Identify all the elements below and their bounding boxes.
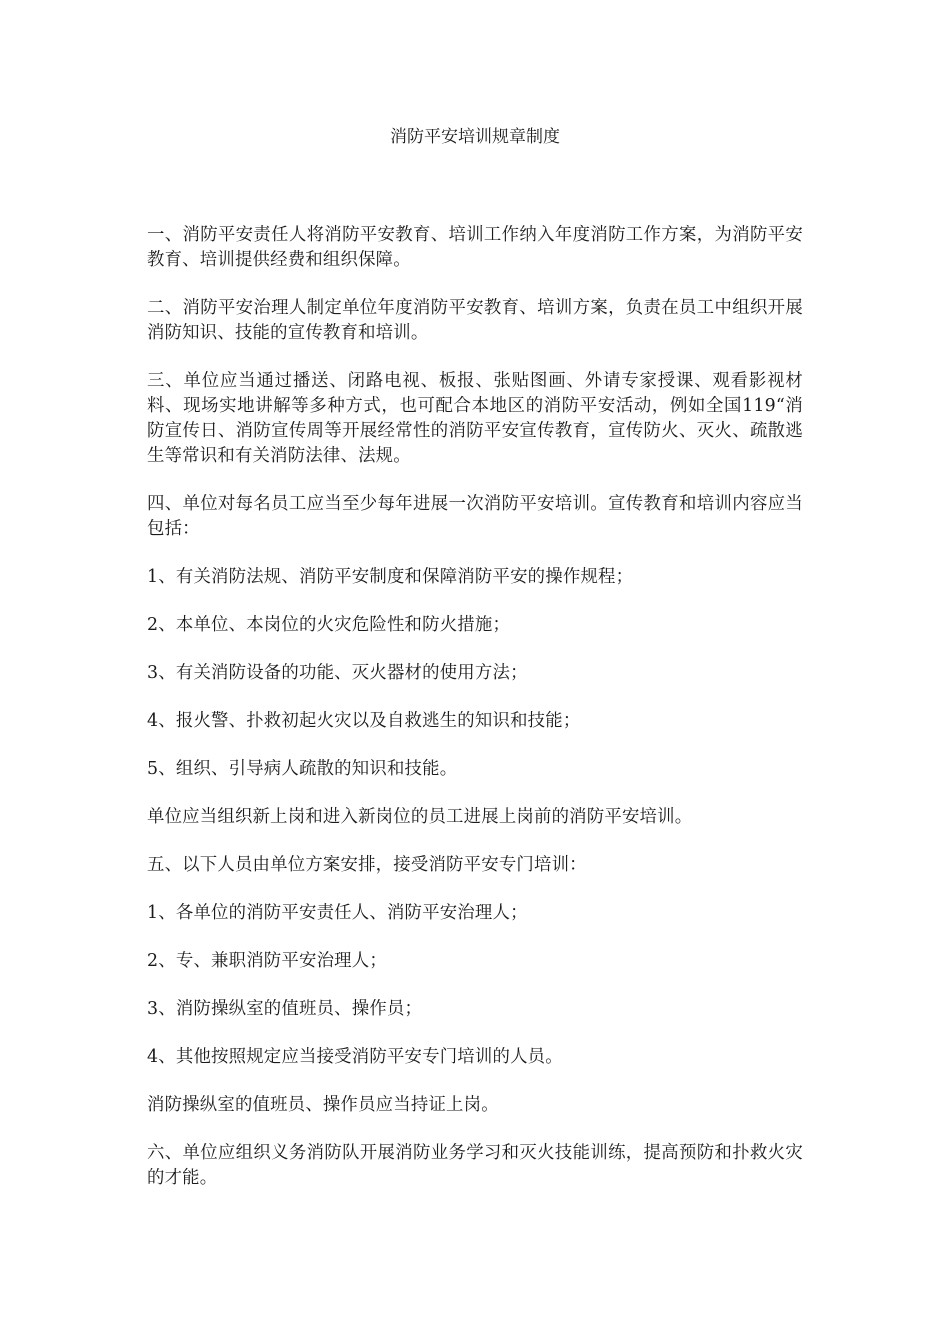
paragraph-new-staff: 单位应当组织新上岗和进入新岗位的员工进展上岗前的消防平安培训。 — [147, 807, 693, 827]
list-item-4-2: 2、本单位、本岗位的火灾危险性和防火措施； — [147, 615, 511, 635]
document-body — [147, 223, 803, 1214]
list-item-4-1: 1、有关消防法规、消防平安制度和保障消防平安的操作规程； — [147, 567, 634, 587]
list-item-5-1: 1、各单位的消防平安责任人、消防平安治理人； — [147, 903, 528, 923]
paragraph-5: 五、以下人员由单位方案安排，接受消防平安专门培训： — [147, 855, 587, 875]
paragraph-2: 二、消防平安治理人制定单位年度消防平安教育、培训方案，负责在员工中组织开展消防知识、技能的宣传教育和培训。 — [147, 298, 803, 343]
list-item-4-4: 4、报火警、扑救初起火灾以及自救逃生的知识和技能； — [147, 711, 581, 731]
list-item-5-3: 3、消防操纵室的值班员、操作员； — [147, 999, 423, 1019]
list-item-4-3: 3、有关消防设备的功能、灭火器材的使用方法； — [147, 663, 528, 683]
list-item-4-5: 5、组织、引导病人疏散的知识和技能。 — [147, 759, 458, 779]
document-title: 消防平安培训规章制度 — [390, 127, 560, 147]
list-item-5-4: 4、其他按照规定应当接受消防平安专门培训的人员。 — [147, 1047, 563, 1067]
paragraph-1: 一、消防平安责任人将消防平安教育、培训工作纳入年度消防工作方案，为消防平安教育、培训提供经费和组织保障。 — [147, 225, 803, 270]
paragraph-6: 六、单位应组织义务消防队开展消防业务学习和灭火技能训练，提高预防和扑救火灾的才能。 — [147, 1143, 803, 1188]
paragraph-3: 三、单位应当通过播送、闭路电视、板报、张贴图画、外请专家授课、观看影视材料、现场实地讲解等多种方式，也可配合本地区的消防平安活动，例如全国119“消防宣传日、消防宣传周等开展经常性的消防平安宣传教育，宣传防火、灭火、疏散逃生等常识和有关消防法律、法规。 — [147, 371, 803, 466]
paragraph-4: 四、单位对每名员工应当至少每年进展一次消防平安培训。宣传教育和培训内容应当包括： — [147, 494, 803, 539]
list-item-5-2: 2、专、兼职消防平安治理人； — [147, 951, 387, 971]
paragraph-certification: 消防操纵室的值班员、操作员应当持证上岗。 — [147, 1095, 499, 1115]
